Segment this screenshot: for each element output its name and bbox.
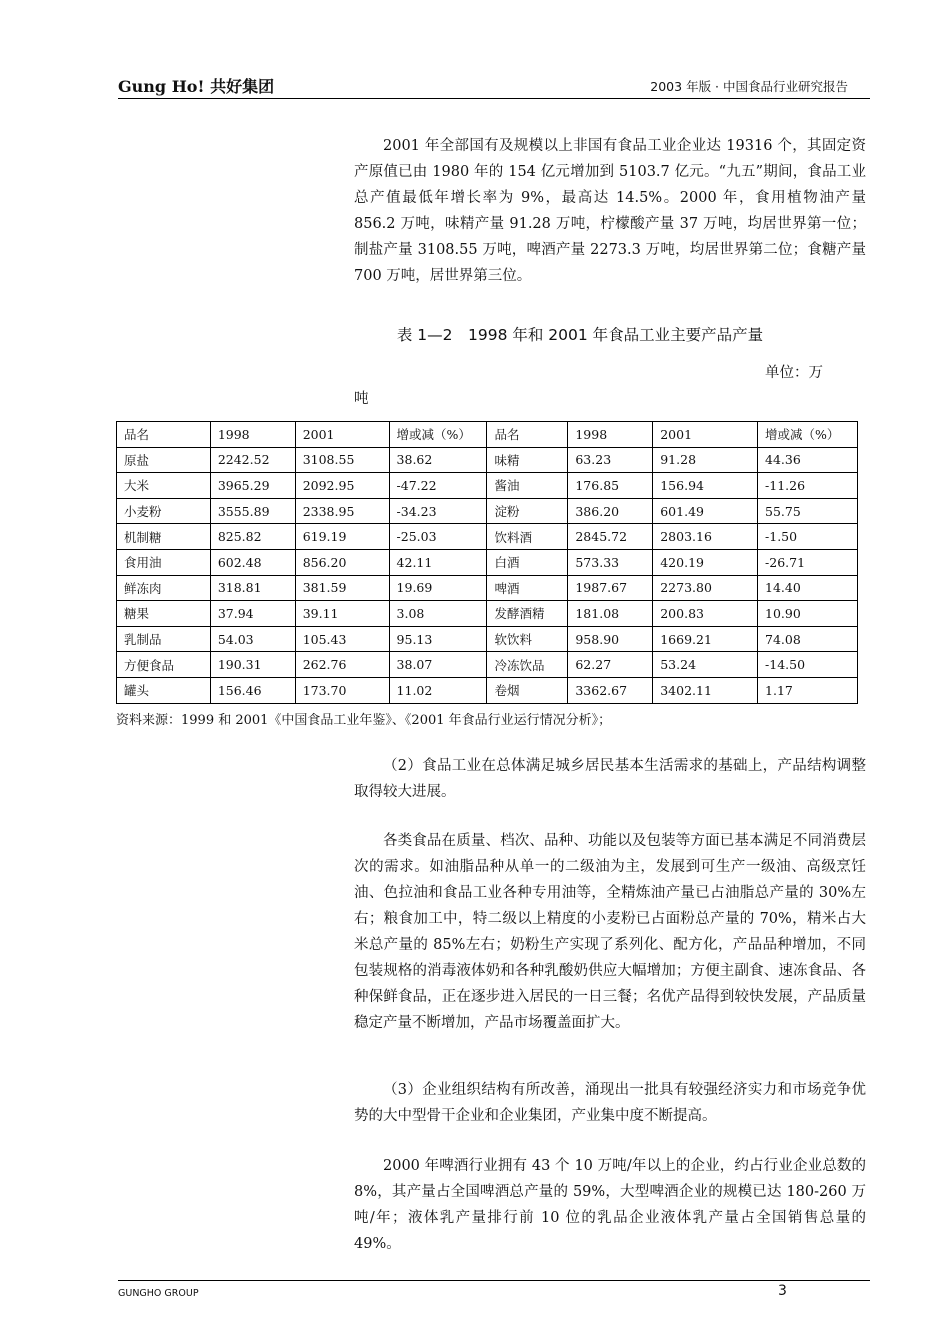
table-cell: 42.11 <box>389 549 487 575</box>
table-cell: 190.31 <box>210 652 295 678</box>
table-cell: 味精 <box>487 447 568 473</box>
table-caption: 表 1—2 1998 年和 2001 年食品工业主要产品产量 <box>396 326 764 344</box>
table-cell: 3108.55 <box>295 447 389 473</box>
table-cell: 10.90 <box>758 601 858 627</box>
table-cell: 91.28 <box>653 447 758 473</box>
table-cell: 958.90 <box>568 626 653 652</box>
table-cell: -14.50 <box>758 652 858 678</box>
table-cell: 11.02 <box>389 677 487 703</box>
table-cell: 38.62 <box>389 447 487 473</box>
page-header <box>118 72 870 99</box>
table-cell: 318.81 <box>210 575 295 601</box>
table-cell: 38.07 <box>389 652 487 678</box>
table-cell: 262.76 <box>295 652 389 678</box>
paragraph-5: 2000 年啤酒行业拥有 43 个 10 万吨/年以上的企业，约占行业企业总数的 8%，其产量占全国啤酒总产量的 59%，大型啤酒企业的规模已达 180-260 万吨/年；液体乳产量排行前 10 位的乳品企业液体乳产量占全国销售总量的 49%。 <box>354 1158 866 1252</box>
table-cell: 3555.89 <box>210 498 295 524</box>
table-cell: 200.83 <box>653 601 758 627</box>
table-row <box>117 626 858 652</box>
table-row <box>117 677 858 703</box>
table-cell: 39.11 <box>295 601 389 627</box>
table-cell: 2092.95 <box>295 473 389 499</box>
table-row <box>117 473 858 499</box>
table-header-cell: 1998 <box>568 422 653 448</box>
table-row <box>117 601 858 627</box>
table-cell: 37.94 <box>210 601 295 627</box>
table-header-cell: 增或减（%） <box>389 422 487 448</box>
table-cell: 420.19 <box>653 549 758 575</box>
table-cell: 181.08 <box>568 601 653 627</box>
table-cell: 53.24 <box>653 652 758 678</box>
table-cell: -47.22 <box>389 473 487 499</box>
table-cell: -11.26 <box>758 473 858 499</box>
table-cell: 机制糖 <box>117 524 211 550</box>
table-cell: 74.08 <box>758 626 858 652</box>
table-cell: 原盐 <box>117 447 211 473</box>
table-cell: 2338.95 <box>295 498 389 524</box>
table-cell: 1669.21 <box>653 626 758 652</box>
table-header-cell: 品名 <box>487 422 568 448</box>
table-cell: 19.69 <box>389 575 487 601</box>
table-cell: 1987.67 <box>568 575 653 601</box>
page-footer <box>118 1280 870 1299</box>
table-cell: 14.40 <box>758 575 858 601</box>
paragraph-1: 2001 年全部国有及规模以上非国有食品工业企业达 19316 个，其固定资产原值已由 1980 年的 154 亿元增加到 5103.7 亿元。“九五”期间，食品工业总产值最低年增长率为 9%，最高达 14.5%。2000 年，食用植物油产量 856.2 万吨，味精产量 91.28 万吨，柠檬酸产量 37 万吨，均居世界第一位；制盐产量 3108.55 万吨，啤酒产量 2273.3 万吨，均居世界第二位；食糖产量 700 万吨，居世界第三位。 <box>354 138 866 284</box>
table-cell: 386.20 <box>568 498 653 524</box>
table-cell: 食用油 <box>117 549 211 575</box>
table-header-cell: 品名 <box>117 422 211 448</box>
table-cell: 63.23 <box>568 447 653 473</box>
table-header-row <box>117 422 858 448</box>
table-cell: 乳制品 <box>117 626 211 652</box>
table-cell: 小麦粉 <box>117 498 211 524</box>
table-cell: 55.75 <box>758 498 858 524</box>
table-cell: 62.27 <box>568 652 653 678</box>
table-cell: 105.43 <box>295 626 389 652</box>
footer-company: GUNGHO GROUP <box>118 1288 199 1299</box>
table-cell: -1.50 <box>758 524 858 550</box>
table-row <box>117 447 858 473</box>
table-cell: 软饮料 <box>487 626 568 652</box>
table-row <box>117 524 858 550</box>
table-cell: 3965.29 <box>210 473 295 499</box>
table-cell: 卷烟 <box>487 677 568 703</box>
paragraph-4: （3）企业组织结构有所改善，涌现出一批具有较强经济实力和市场竞争优势的大中型骨干企业和企业集团，产业集中度不断提高。 <box>354 1082 866 1124</box>
table-cell: 3402.11 <box>653 677 758 703</box>
table-header-cell: 2001 <box>295 422 389 448</box>
table-cell: 罐头 <box>117 677 211 703</box>
table-cell: 173.70 <box>295 677 389 703</box>
table-cell: 2845.72 <box>568 524 653 550</box>
table-cell: 发酵酒精 <box>487 601 568 627</box>
table-cell: -25.03 <box>389 524 487 550</box>
table-cell: 601.49 <box>653 498 758 524</box>
table-cell: 856.20 <box>295 549 389 575</box>
table-cell: 方便食品 <box>117 652 211 678</box>
table-unit-wrap: 吨 <box>354 391 369 407</box>
table-cell: 619.19 <box>295 524 389 550</box>
table-cell: 啤酒 <box>487 575 568 601</box>
table-cell: 2242.52 <box>210 447 295 473</box>
paragraph-3: 各类食品在质量、档次、品种、功能以及包装等方面已基本满足不同消费层次的需求。如油脂品种从单一的二级油为主，发展到可生产一级油、高级烹饪油、色拉油和食品工业各种专用油等，全精炼油产量已占油脂总产量的 30%左右；粮食加工中，特二级以上精度的小麦粉已占面粉总产量的 70%，精米占大米总产量的 85%左右；奶粉生产实现了系列化、配方化，产品品种增加，不同包装规格的消毒液体奶和各种乳酸奶供应大幅增加；方便主副食、速冻食品、各种保鲜食品，正在逐步进入居民的一日三餐；名优产品得到较快发展，产品质量稳定产量不断增加，产品市场覆盖面扩大。 <box>354 833 866 1031</box>
table-cell: 酱油 <box>487 473 568 499</box>
table-cell: 冷冻饮品 <box>487 652 568 678</box>
table-cell: 602.48 <box>210 549 295 575</box>
table-cell: 156.46 <box>210 677 295 703</box>
table-cell: 54.03 <box>210 626 295 652</box>
table-cell: 2803.16 <box>653 524 758 550</box>
table-cell: 2273.80 <box>653 575 758 601</box>
table-cell: 3.08 <box>389 601 487 627</box>
table-row <box>117 549 858 575</box>
table-header-cell: 增或减（%） <box>758 422 858 448</box>
page-number: 3 <box>778 1283 787 1299</box>
report-title: 2003 年版 · 中国食品行业研究报告 <box>650 79 848 94</box>
table-cell: 44.36 <box>758 447 858 473</box>
production-table <box>116 421 858 704</box>
table-row <box>117 652 858 678</box>
table-cell: 573.33 <box>568 549 653 575</box>
table-cell: 1.17 <box>758 677 858 703</box>
table-cell: 饮料酒 <box>487 524 568 550</box>
table-cell: 3362.67 <box>568 677 653 703</box>
table-cell: 825.82 <box>210 524 295 550</box>
table-cell: -34.23 <box>389 498 487 524</box>
table-cell: 95.13 <box>389 626 487 652</box>
table-cell: 白酒 <box>487 549 568 575</box>
brand-name: Gung Ho! 共好集团 <box>118 77 275 96</box>
table-cell: 381.59 <box>295 575 389 601</box>
table-cell: 176.85 <box>568 473 653 499</box>
table-cell: 淀粉 <box>487 498 568 524</box>
table-unit: 单位：万 <box>765 365 823 381</box>
table-source: 资料来源：1999 和 2001《中国食品工业年鉴》、《2001 年食品行业运行情况分析》； <box>116 713 612 728</box>
table-row <box>117 575 858 601</box>
table-cell: 鲜冻肉 <box>117 575 211 601</box>
table-cell: 大米 <box>117 473 211 499</box>
table-header-cell: 1998 <box>210 422 295 448</box>
paragraph-2: （2）食品工业在总体满足城乡居民基本生活需求的基础上，产品结构调整取得较大进展。 <box>354 758 866 800</box>
table-cell: 糖果 <box>117 601 211 627</box>
table-row <box>117 498 858 524</box>
table-cell: -26.71 <box>758 549 858 575</box>
table-cell: 156.94 <box>653 473 758 499</box>
table-header-cell: 2001 <box>653 422 758 448</box>
